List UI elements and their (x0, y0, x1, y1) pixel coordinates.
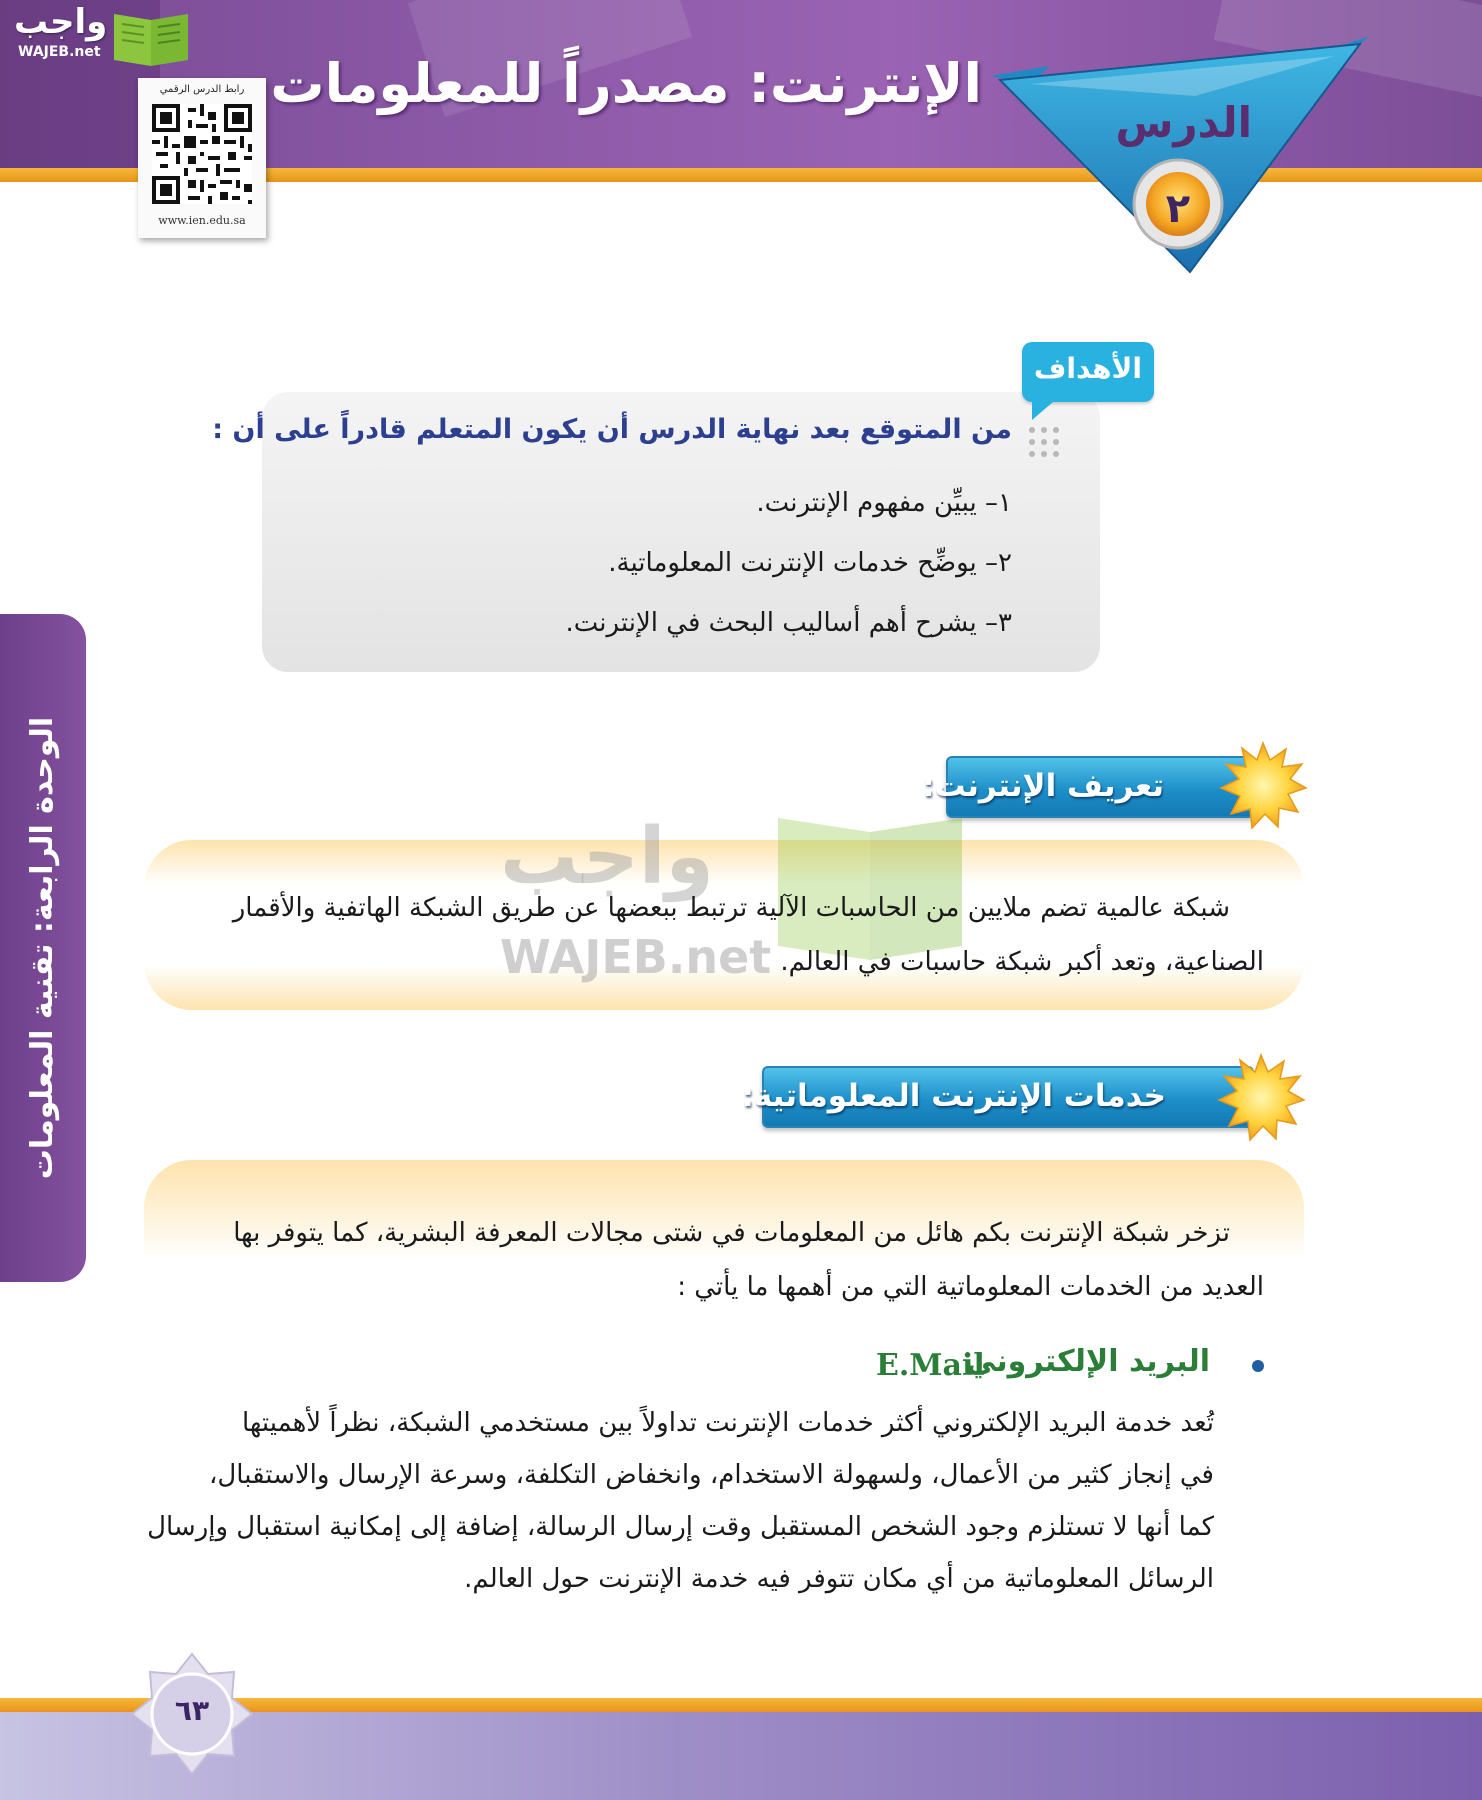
wajeb-logo[interactable] (8, 2, 188, 66)
email-heading-en: E.Mail (876, 1348, 985, 1383)
bullet-icon (1252, 1360, 1264, 1372)
services-heading: خدمات الإنترنت المعلوماتية: (741, 1078, 1166, 1114)
qr-caption: رابط الدرس الرقمي (159, 84, 245, 95)
email-heading: البريد الإلكتروني (966, 1344, 1210, 1379)
lesson-number: ٢ (1165, 186, 1191, 232)
qr-code-icon[interactable] (152, 104, 252, 204)
definition-heading-bar (922, 756, 1254, 818)
email-line: كما أنها لا تستلزم وجود الشخص المستقبل وقت إرسال الرسالة، إضافة إلى إمكانية استقبال وإرسال (147, 1512, 1214, 1542)
email-line: تُعد خدمة البريد الإلكتروني أكثر خدمات الإنترنت تداولاً بين مستخدمي الشبكة، نظراً لأهميتها (241, 1408, 1214, 1438)
goals-intro: من المتوقع بعد نهاية الدرس أن يكون المتعلم قادراً على أن : (212, 414, 1012, 445)
email-line: الرسائل المعلوماتية من أي مكان تتوفر فيه خدمة الإنترنت حول العالم. (464, 1564, 1214, 1594)
goals-tab-label: الأهداف (1033, 352, 1142, 385)
goal-item: ٣– يشرح أهم أساليب البحث في الإنترنت. (565, 608, 1012, 638)
unit-label: الوحدة الرابعة: تقنية المعلومات (25, 716, 60, 1180)
sun-icon (1218, 740, 1308, 830)
page-number-badge (130, 1652, 254, 1776)
definition-heading: تعريف الإنترنت: (922, 768, 1164, 804)
definition-box (144, 840, 1304, 1010)
definition-line: شبكة عالمية تضم ملايين من الحاسبات الآلية ترتبط ببعضها عن طريق الشبكة الهاتفية والأقمار (232, 893, 1230, 923)
logo-text-ar: واجب (14, 2, 108, 42)
unit-side-tab (0, 614, 86, 1282)
goal-item: ١– يبيِّن مفهوم الإنترنت. (756, 488, 1012, 518)
services-line: تزخر شبكة الإنترنت بكم هائل من المعلومات في شتى مجالات المعرفة البشرية، كما يتوفر بها (233, 1218, 1230, 1248)
watermark-text-en: WAJEB.net (500, 930, 772, 984)
lesson-label: الدرس (1115, 98, 1252, 147)
sun-icon (1216, 1052, 1306, 1142)
lesson-badge-shape (990, 36, 1370, 276)
goal-item: ٢– يوضِّح خدمات الإنترنت المعلوماتية. (608, 548, 1012, 578)
dots-icon (1026, 424, 1062, 460)
qr-url[interactable]: www.ien.edu.sa (158, 214, 246, 227)
book-logo-icon (110, 10, 192, 68)
goals-tab-pointer (1032, 396, 1060, 420)
email-line: في إنجاز كثير من الأعمال، ولسهولة الاستخدام، وانخفاض التكلفة، وسرعة الإرسال والاستقبال، (209, 1460, 1214, 1490)
lesson-title: الإنترنت: مصدراً للمعلومات (270, 52, 982, 115)
goals-tab (1022, 342, 1154, 402)
watermark-text-ar: واجب (500, 812, 715, 902)
watermark-book-icon (770, 812, 970, 962)
services-heading-bar (741, 1066, 1254, 1128)
definition-line: الصناعية، وتعد أكبر شبكة حاسبات في العالم. (780, 947, 1264, 977)
logo-text-en: WAJEB.net (18, 44, 101, 60)
services-line: العديد من الخدمات المعلوماتية التي من أهمها ما يأتي : (677, 1272, 1264, 1302)
lesson-badge (990, 36, 1370, 276)
qr-card[interactable] (138, 78, 266, 238)
page-number: ٦٣ (174, 1694, 210, 1727)
